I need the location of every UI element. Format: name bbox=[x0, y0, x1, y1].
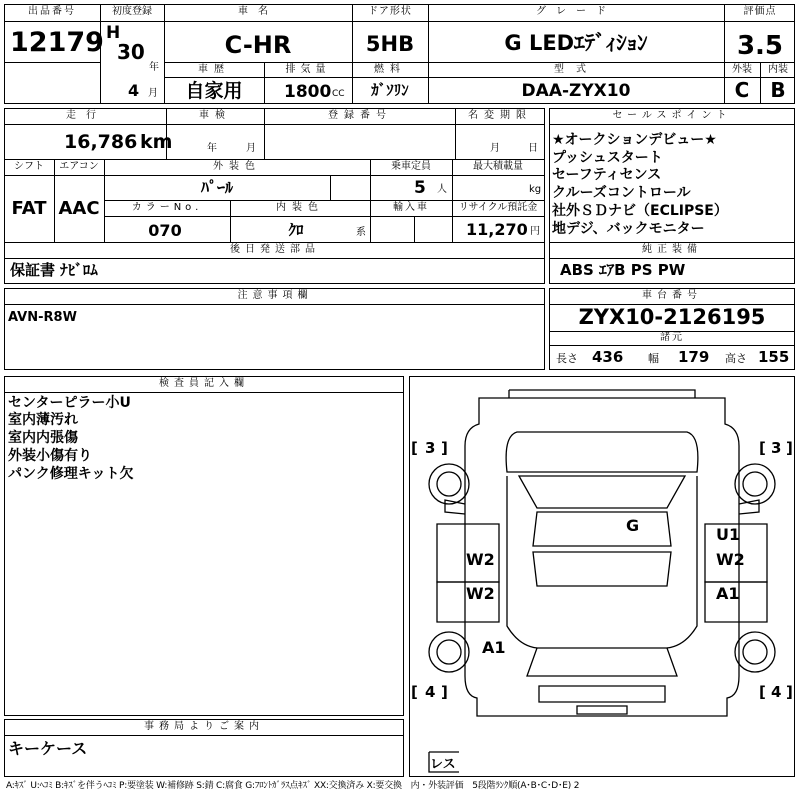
ac-label: エアコン bbox=[59, 161, 99, 172]
lot-number: 12179 bbox=[10, 27, 104, 58]
mileage: 16,786 bbox=[64, 131, 138, 153]
header-divider bbox=[164, 4, 165, 104]
tire-front-right-close: ] bbox=[786, 439, 793, 457]
left-mirror bbox=[445, 500, 465, 514]
row-line bbox=[4, 304, 545, 305]
col-line bbox=[455, 108, 456, 159]
tire-front-right: 3 bbox=[771, 439, 782, 457]
inspector-line: 室内内張傷 bbox=[8, 430, 78, 446]
shift-label: シフト bbox=[14, 161, 44, 172]
rear-glass bbox=[533, 552, 671, 586]
header-divider bbox=[760, 62, 761, 104]
name-change-label: 名変期限 bbox=[468, 110, 532, 121]
month-unit: 月 bbox=[148, 88, 158, 99]
sales-point-item: クルーズコントロール bbox=[552, 185, 691, 201]
mark-left-rear-fender: A1 bbox=[482, 638, 506, 657]
capacity-label: 乗車定員 bbox=[391, 161, 431, 172]
row-line bbox=[549, 242, 795, 243]
row-line bbox=[4, 392, 404, 393]
grade: G LEDｴﾃﾞｨｼｮﾝ bbox=[504, 31, 648, 55]
mileage-unit: km bbox=[140, 131, 173, 153]
vehicle-history: 自家用 bbox=[185, 80, 243, 102]
car-body-outline bbox=[465, 398, 739, 716]
height-label: 高さ bbox=[725, 352, 747, 365]
inspector-line: パンク修理キット欠 bbox=[8, 466, 134, 482]
spare-tire: レス bbox=[430, 757, 456, 772]
tire-front-left: 3 bbox=[425, 439, 436, 457]
door-label: ドア形状 bbox=[368, 6, 412, 17]
interior-grade: B bbox=[770, 78, 786, 102]
row-line bbox=[549, 124, 795, 125]
score: 3.5 bbox=[736, 31, 784, 61]
col-line bbox=[104, 159, 105, 242]
interior-label: 内装 bbox=[768, 64, 788, 75]
inspection-year-unit: 年 bbox=[207, 143, 217, 154]
chassis-number: ZYX10-2126195 bbox=[578, 305, 766, 329]
first-reg-label: 初度登録 bbox=[112, 6, 152, 17]
row-line bbox=[104, 216, 545, 217]
row-line bbox=[4, 735, 404, 736]
inspector-line: 室内薄汚れ bbox=[8, 412, 78, 428]
notes: AVN-R8W bbox=[8, 310, 77, 325]
col-line bbox=[330, 175, 331, 200]
rear-plate bbox=[577, 706, 627, 714]
rear-left-wheel bbox=[429, 632, 469, 672]
tire-rear-right: 4 bbox=[771, 683, 782, 701]
color-no-label: カラーNo. bbox=[131, 202, 203, 213]
model-label: 型式 bbox=[554, 64, 598, 75]
score-label: 評価点 bbox=[743, 6, 777, 17]
registration-label: 登録番号 bbox=[328, 110, 392, 121]
cabin-left bbox=[507, 476, 537, 648]
roof bbox=[533, 512, 671, 546]
windshield bbox=[519, 476, 685, 508]
model: DAA-ZYX10 bbox=[521, 81, 631, 101]
row-line bbox=[549, 345, 795, 346]
tire-front-left-label: [ bbox=[411, 439, 418, 457]
mark-right-rear-door: A1 bbox=[716, 584, 740, 603]
notes-label: 注意事項欄 bbox=[237, 290, 313, 301]
car-name: C-HR bbox=[224, 31, 292, 59]
standard-equipment-label: 純正装備 bbox=[642, 244, 702, 255]
exterior-label: 外装 bbox=[732, 64, 752, 75]
recycle-unit: 円 bbox=[530, 226, 540, 237]
inspection-label: 車検 bbox=[199, 110, 231, 121]
era: H bbox=[106, 23, 121, 43]
capacity-unit: 人 bbox=[437, 184, 447, 195]
cabin-right bbox=[667, 476, 697, 648]
mark-right-front-door-a: U1 bbox=[716, 525, 741, 544]
rear-bumper bbox=[539, 686, 665, 702]
legend: A:ｷｽﾞ U:ﾍｺﾐ B:ｷｽﾞを伴うﾍｺﾐ P:要塗装 W:補修跡 S:錆 C:腐食 G:ﾌﾛﾝﾄｶﾞﾗｽ点ｷｽﾞ XX:交換済み X:要交換 内・外装評価 5段階ﾗﾝｸ順(A･B･C･D･E) 2 bbox=[6, 781, 580, 791]
mark-roof: G bbox=[626, 516, 640, 535]
mark-right-front-door-b: W2 bbox=[716, 550, 745, 569]
chassis-label: 車台番号 bbox=[642, 290, 702, 301]
interior-color-unit: 系 bbox=[356, 227, 366, 238]
inspection-month-unit: 月 bbox=[246, 143, 256, 154]
header-lot-line bbox=[4, 62, 100, 63]
sales-point-item: プッシュスタート bbox=[552, 150, 663, 166]
later-parts: 保証書 ﾅﾋﾞﾛﾑ bbox=[10, 261, 98, 279]
header-mid-line bbox=[164, 62, 795, 63]
fuel: ｶﾞｿﾘﾝ bbox=[371, 81, 409, 99]
color-no: 070 bbox=[148, 221, 182, 240]
width: 179 bbox=[678, 348, 710, 366]
import-label: 輸入車 bbox=[393, 202, 429, 213]
standard-equipment: ABS ｴｱB PS PW bbox=[560, 261, 686, 279]
mark-left-front-door: W2 bbox=[466, 550, 495, 569]
sales-points-label: セールスポイント bbox=[612, 110, 732, 121]
interior-color: ｸﾛ bbox=[288, 221, 304, 239]
row-line bbox=[4, 159, 545, 160]
recycle-fee: 11,270 bbox=[466, 220, 528, 239]
capacity: 5 bbox=[414, 178, 426, 198]
name-change-month-unit: 月 bbox=[490, 143, 500, 154]
front-bumper bbox=[509, 390, 695, 398]
row-line bbox=[4, 242, 545, 243]
mark-left-rear-door: W2 bbox=[466, 584, 495, 603]
sales-point-item: 地デジ、バックモニター bbox=[552, 221, 705, 237]
tire-rear-right-open: [ bbox=[759, 683, 766, 701]
tire-front-right-open: [ bbox=[759, 439, 766, 457]
header-divider bbox=[724, 4, 725, 104]
ac: AAC bbox=[58, 198, 100, 219]
height: 155 bbox=[758, 348, 790, 366]
header-divider bbox=[428, 4, 429, 104]
inspector-label: 検査員記入欄 bbox=[159, 378, 249, 389]
sales-point-item: セーフティセンス bbox=[552, 167, 662, 183]
displacement: 1800 bbox=[284, 82, 332, 102]
recycle-label: リサイクル預託金 bbox=[458, 202, 538, 213]
tire-front-left-close: ] bbox=[441, 439, 448, 457]
header-divider bbox=[352, 4, 353, 104]
tire-rear-left: 4 bbox=[425, 683, 436, 701]
door: 5HB bbox=[365, 32, 415, 56]
office-label: 事務局よりご案内 bbox=[144, 721, 264, 732]
trunk bbox=[527, 648, 677, 676]
max-load-label: 最大積載量 bbox=[473, 161, 523, 172]
col-line bbox=[370, 159, 371, 242]
row-line bbox=[4, 175, 545, 176]
fuel-label: 燃料 bbox=[374, 64, 406, 75]
col-line bbox=[54, 159, 55, 242]
rear-left-hub bbox=[437, 640, 461, 664]
col-line bbox=[452, 159, 453, 242]
tire-rear-left-close: ] bbox=[441, 683, 448, 701]
rear-right-hub bbox=[743, 640, 767, 664]
sales-point-item: 社外ＳＤナビ（ECLIPSE） bbox=[552, 203, 728, 219]
grade-label: グレード bbox=[536, 6, 616, 17]
width-label: 幅 bbox=[648, 352, 659, 365]
color: ﾊﾟｰﾙ bbox=[200, 178, 234, 197]
sales-point-item: ★オークションデビュー★ bbox=[552, 132, 717, 148]
vehicle-history-label: 車歴 bbox=[198, 64, 230, 75]
header-label-line bbox=[4, 21, 795, 22]
row-line bbox=[4, 258, 545, 259]
reg-year: 30 bbox=[117, 40, 145, 64]
shift: FAT bbox=[11, 198, 47, 219]
length: 436 bbox=[592, 348, 624, 366]
mileage-label: 走行 bbox=[66, 110, 106, 121]
rear-right-wheel bbox=[735, 632, 775, 672]
max-load-unit: kg bbox=[529, 184, 542, 195]
header-divider bbox=[264, 62, 265, 104]
name-change-day-unit: 日 bbox=[528, 143, 538, 154]
front-right-wheel bbox=[735, 464, 775, 504]
col-line bbox=[230, 200, 231, 242]
lot-number-label: 出品番号 bbox=[28, 6, 76, 17]
row-line bbox=[4, 124, 545, 125]
tire-rear-left-open: [ bbox=[411, 683, 418, 701]
col-line bbox=[414, 216, 415, 242]
car-name-label: 車名 bbox=[238, 6, 278, 17]
front-left-wheel bbox=[429, 464, 469, 504]
later-parts-label: 後日発送部品 bbox=[230, 244, 320, 255]
color-label: 外装色 bbox=[213, 161, 261, 172]
specs-label: 諸元 bbox=[660, 332, 684, 343]
row-line bbox=[549, 258, 795, 259]
tire-rear-right-close: ] bbox=[786, 683, 793, 701]
hood bbox=[506, 432, 698, 472]
displacement-label: 排気量 bbox=[285, 64, 331, 75]
reg-month: 4 bbox=[128, 81, 140, 100]
header-mid-line2 bbox=[164, 77, 795, 78]
right-mirror bbox=[739, 500, 759, 514]
interior-color-label: 内装色 bbox=[276, 202, 324, 213]
front-left-hub bbox=[437, 472, 461, 496]
year-unit: 年 bbox=[149, 62, 159, 73]
inspector-line: 外装小傷有り bbox=[8, 448, 92, 464]
front-right-hub bbox=[743, 472, 767, 496]
displacement-unit: CC bbox=[332, 89, 345, 99]
exterior-grade: C bbox=[734, 78, 750, 102]
col-line bbox=[264, 108, 265, 159]
row-line bbox=[104, 200, 545, 201]
car-diagram bbox=[409, 376, 795, 777]
inspector-line: センターピラー小U bbox=[8, 395, 131, 411]
length-label: 長さ bbox=[556, 352, 578, 365]
office-note: キーケース bbox=[8, 739, 88, 758]
